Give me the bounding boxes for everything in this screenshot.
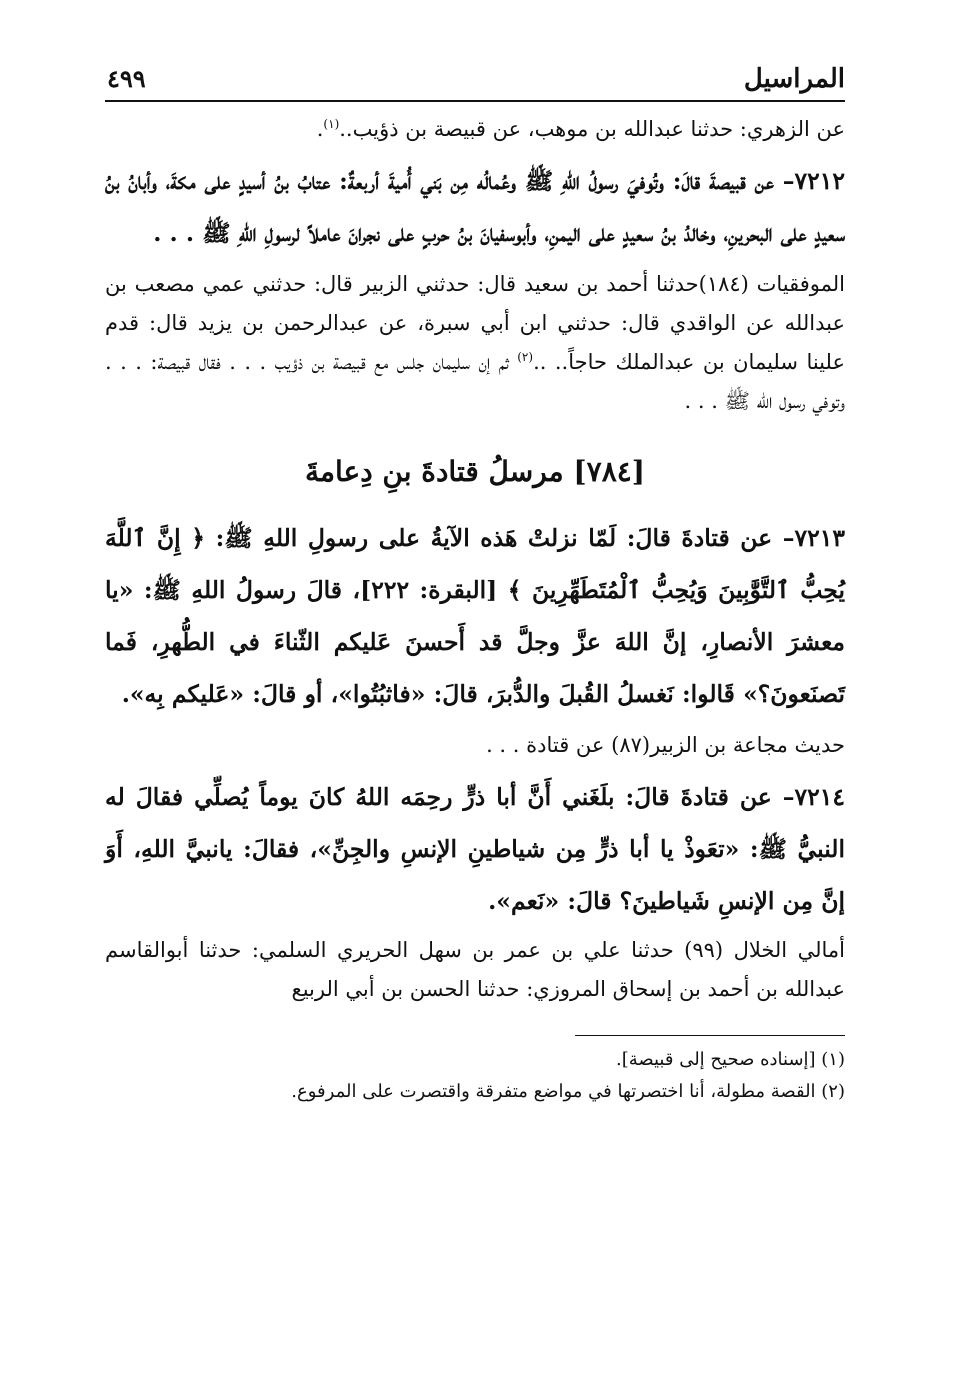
source-text-a: الموفقيات (١٨٤)حدثنا أحمد بن سعيد قال: حدثني الزبير قال: حدثني عمي مصعب بن عبدالله عن الواقدي قال: حدثني ابن أبي سبرة، عن عبدالرحمن بن يزيد قال: قدم علينا سليمان بن عبدالملك حاجاً.. .. — [105, 272, 846, 374]
footnotes — [105, 1044, 845, 1108]
section-heading: [٧٨٤] مرسلُ قتادةَ بنِ دِعامةَ — [304, 455, 646, 488]
footnote-2: (٢) القصة مطولة، أنا اختصرتها في مواضع متفرقة واقتصرت على المرفوع. — [291, 1081, 845, 1102]
hadith-7212: ٧٢١٢– عن قبيصةَ قالَ: وتُوفيَ رسولُ اللهِ ﷺ وعُمالُه مِن بَني أُميةَ أربعةٌ: عتابُ بنُ أسيدٍ على مكةَ، وأبانُ بنُ سعيدٍ على البحرينِ، وخالدُ بنُ سعيدٍ على اليمنِ، وأبوسفيانَ بنُ حربٍ على نجرانَ عاملاً لرسولِ اللهِ ﷺ . . . — [105, 167, 845, 247]
source-muwaffaqiyat — [105, 265, 845, 421]
footnote-1: (١) [إسناده صحيح إلى قبيصة]. — [616, 1049, 845, 1070]
book-page — [105, 60, 845, 1108]
footnote-ref-1: (١) — [323, 117, 340, 131]
page-number: ٤٩٩ — [107, 64, 146, 93]
page-header — [105, 60, 845, 102]
page-body — [105, 110, 845, 1108]
footnote-separator — [575, 1035, 845, 1036]
chain-paragraph-zuhri — [105, 110, 845, 149]
hadith-7214: ٧٢١٤– عن قتادةَ قالَ: بلَغَني أَنَّ أبا ذرٍّ رحِمَه اللهُ كانَ يوماً يُصلِّي فقالَ له النبيُّ ﷺ: «تعَوذْ يا أبا ذرٍّ مِن شياطينِ الإنسِ والجِنِّ»، فقالَ: يانبيَّ اللهِ، أَوَ إنَّ مِن الإنسِ شَياطينَ؟ قالَ: «نَعم». — [105, 783, 845, 915]
source-amali-khallal: أمالي الخلال (٩٩) حدثنا علي بن عمر بن سهل الحريري السلمي: حدثنا أبوالقاسم عبدالله بن أحمد بن إسحاق المروزي: حدثنا الحسن بن أبي الربيع — [105, 938, 845, 1001]
running-title: المراسيل — [743, 64, 845, 94]
footnote-ref-2: (٢) — [517, 350, 534, 364]
chain-text: عن الزهري: حدثنا عبدالله بن موهب، عن قبيصة بن ذؤيب.. — [339, 117, 845, 141]
chain-end: . — [316, 117, 324, 141]
hadith-7213: ٧٢١٣– عن قتادةَ قالَ: لَمّا نزلتْ هَذه الآيةُ على رسولِ اللهِ ﷺ: ﴿ إِنَّ ٱللَّهَ يُحِبُّ ٱلتَّوَّٰبِينَ وَيُحِبُّ ٱلْمُتَطَهِّرِينَ ﴾ [البقرة: ٢٢٢]، قالَ رسولُ اللهِ ﷺ: «يا معشرَ الأنصارِ، إنَّ اللهَ عزَّ وجلَّ قد أَحسنَ عَليكم الثّناءَ في الطُّهرِ، فَما تَصنَعونَ؟» قَالوا: نَغسلُ القُبلَ والدُّبرَ، قالَ: «فاثبُتُوا»، أو قالَ: «عَليكم بِه». — [105, 524, 846, 708]
source-text-b: ثم إن سليمان جلس مع قبيصة بن ذؤيب . . . فقال قبيصة: . . . وتوفي رسول الله ﷺ . . . — [105, 350, 845, 413]
source-hadith-mujaa: حديث مجاعة بن الزبير(٨٧) عن قتادة . . . — [486, 733, 845, 757]
